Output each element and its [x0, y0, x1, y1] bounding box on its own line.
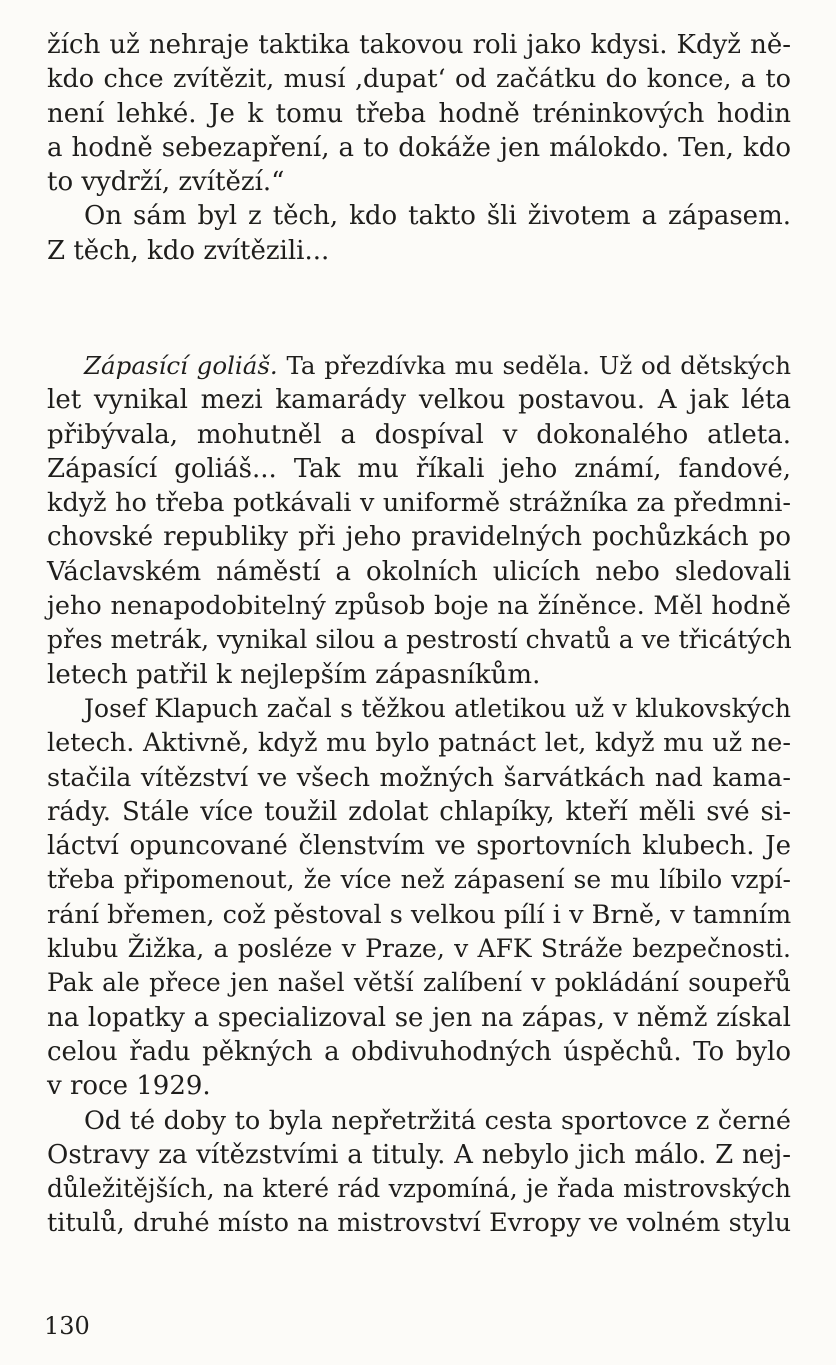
text-line: let vynikal mezi kamarády velkou postavou. A jak léta: [47, 385, 791, 416]
page-number: 130: [44, 1312, 90, 1340]
text-line: rády. Stále více toužil zdolat chlapíky, kteří měli své si-: [47, 796, 791, 827]
text-line: Z těch, kdo zvítězili...: [47, 235, 330, 266]
text-line: Pak ale přece jen našel větší zalíbení v pokládání soupeřů: [47, 968, 791, 998]
text-line: celou řadu pěkných a obdivuhodných úspěchů. To bylo: [47, 1036, 791, 1067]
text-line: jeho nenapodobitelný způsob boje na žíněnce. Měl hodně: [47, 591, 791, 622]
text-line: když ho třeba potkávali v uniformě strážníka za předmni-: [47, 488, 791, 519]
text-line: Václavském náměstí a okolních ulicích nebo sledovali: [47, 556, 791, 587]
text-line: láctví opuncované členstvím ve sportovních klubech. Je: [47, 831, 791, 862]
text-line: On sám byl z těch, kdo takto šli životem a zápasem.: [84, 201, 791, 232]
text-line: důležitějších, na které rád vzpomíná, je řada mistrovských: [47, 1174, 791, 1204]
text-line: to vydrží, zvítězí.“: [47, 167, 285, 198]
text-line: rání břemen, což pěstoval s velkou pílí i v Brně, v tamním: [47, 899, 792, 930]
text-line: stačila vítězství ve všech možných šarvátkách nad kama-: [47, 762, 791, 793]
text-line: Josef Klapuch začal s těžkou atletikou už v klukovských: [84, 693, 791, 723]
text-line: Ostravy za vítězstvími a tituly. A nebylo jich málo. Z nej-: [47, 1139, 791, 1170]
text-line: třeba připomenout, že více než zápasení se mu líbilo vzpí-: [47, 865, 791, 895]
text-line: letech. Aktivně, když mu bylo patnáct let, když mu už ne-: [47, 728, 791, 759]
text-line-rest: Ta přezdívka mu seděla. Už od dětských: [277, 351, 792, 380]
text-line: a hodně sebezapření, a to dokáže jen málokdo. Ten, kdo: [47, 132, 791, 163]
text-line: přibývala, mohutněl a dospíval v dokonalého atleta.: [47, 419, 791, 450]
text-line: žích už nehraje taktika takovou roli jako kdysi. Když ně-: [47, 30, 791, 60]
text-line: přes metrák, vynikal silou a pestrostí chvatů a ve třicátých: [47, 625, 792, 655]
section-lead-italic: Zápasící goliáš.: [84, 351, 278, 380]
text-block-top: [47, 28, 791, 268]
text-line: Od té doby to byla nepřetržitá cesta sportovce z černé: [84, 1105, 791, 1136]
text-line: na lopatky a specializoval se jen na zápas, v němž získal: [47, 1002, 791, 1033]
text-line: není lehké. Je k tomu třeba hodně tréninkových hodin: [47, 98, 791, 129]
text-line: kdo chce zvítězit, musí ‚dupat‘ od začátku do konce, a to: [47, 64, 791, 95]
text-line: titulů, druhé místo na mistrovství Evropy ve volném stylu: [47, 1208, 791, 1239]
text-line: Zápasící goliáš... Tak mu říkali jeho známí, fandové,: [47, 453, 791, 484]
text-line: letech patřil k nejlepším zápasníkům.: [47, 659, 541, 690]
text-line-first: [47, 349, 791, 383]
text-line: v roce 1929.: [47, 1071, 211, 1102]
text-block-main: [47, 349, 791, 1241]
text-line: chovské republiky při jeho pravidelných pochůzkách po: [47, 522, 791, 553]
text-line: klubu Žižka, a posléze v Praze, v AFK Stráže bezpečnosti.: [47, 934, 791, 964]
